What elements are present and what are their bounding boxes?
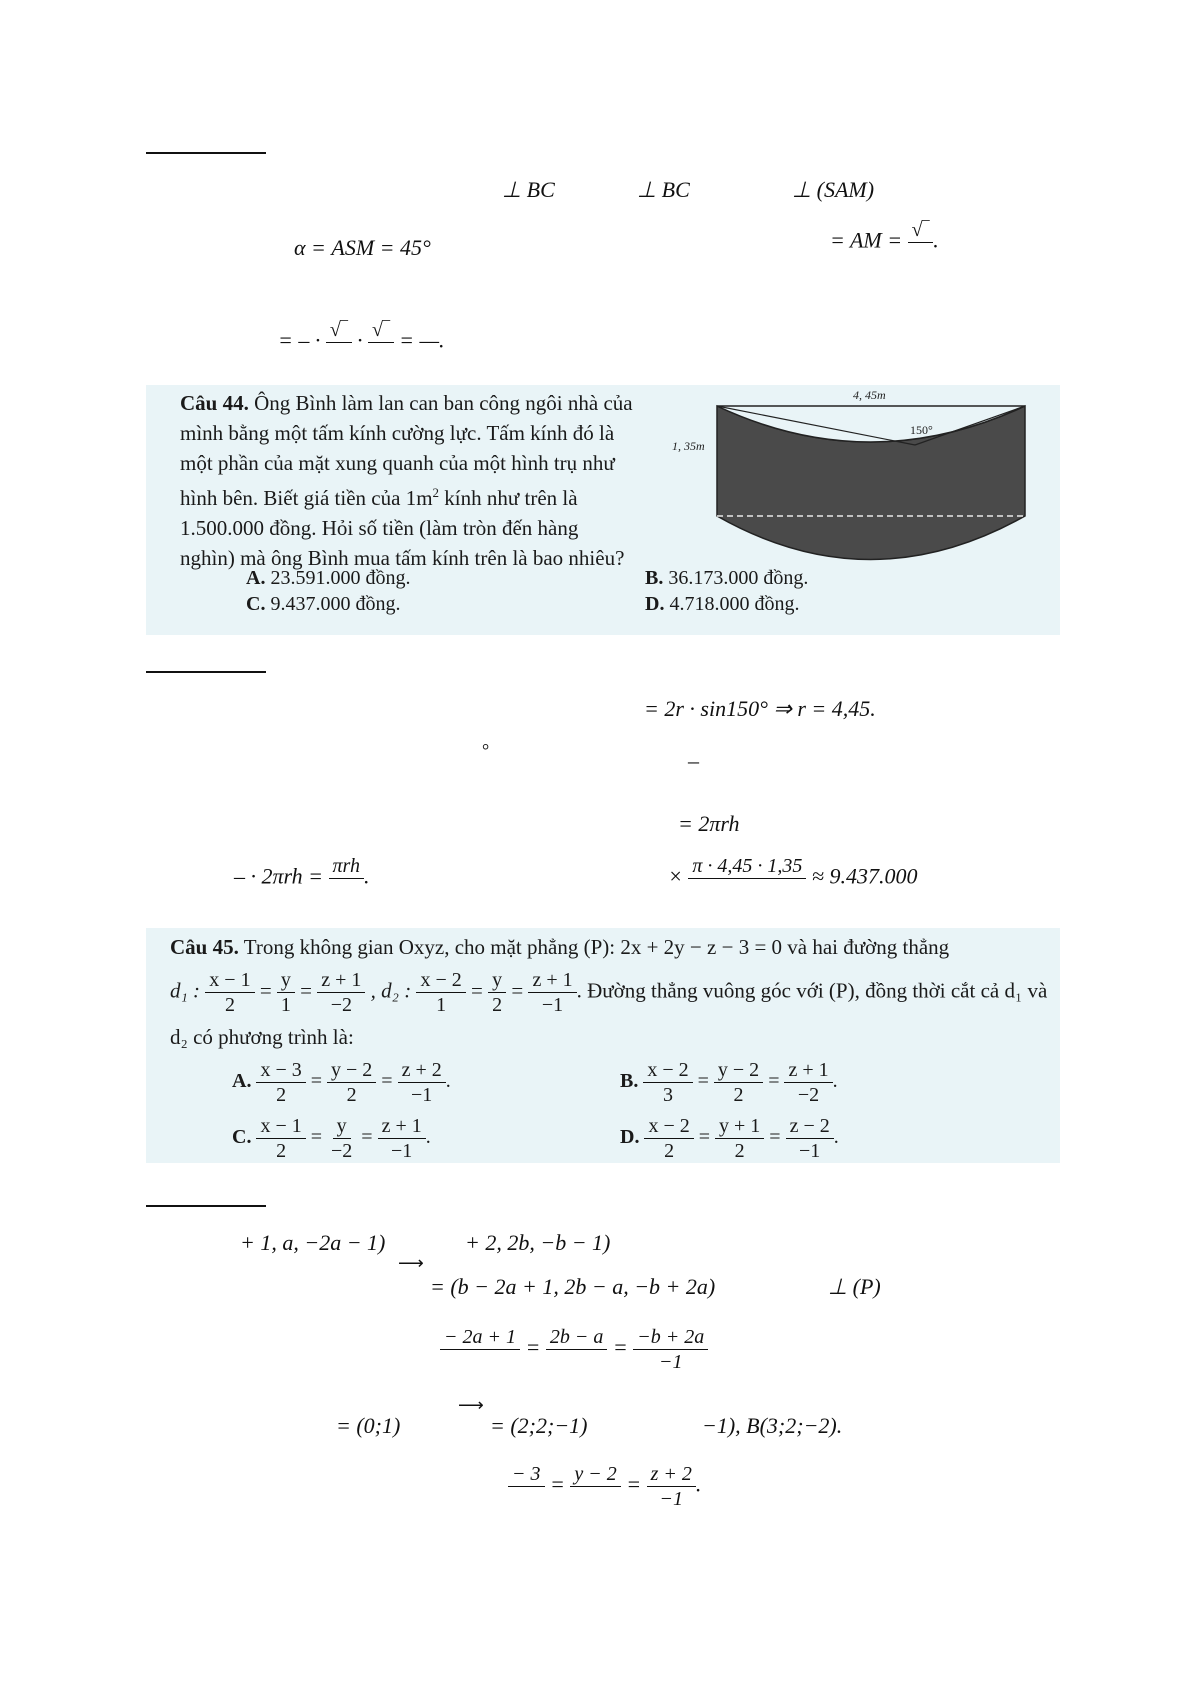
cylinder-glass-figure	[670, 388, 1050, 593]
am-eq: = AM =	[830, 227, 903, 253]
volume-expression: = – · √‾ · √‾ = —.	[278, 318, 445, 367]
d2-num-y: y	[488, 968, 506, 993]
vol-frac-1: √‾	[326, 318, 352, 367]
perp-bc-2: ⊥ BC	[637, 177, 690, 202]
q45-a-frac-y	[327, 1058, 376, 1107]
d2-frac-z	[528, 968, 576, 1017]
d2-den-z: −1	[541, 994, 564, 1016]
q45-d-nx: x − 2	[644, 1114, 693, 1139]
q44-line6: nghìn) mà ông Bình mua tấm kính trên là bao nhiêu?	[180, 546, 625, 570]
q45-d-dy: 2	[734, 1140, 745, 1162]
perp-p: ⊥ (P)	[828, 1274, 881, 1299]
q44-line1: Ông Bình làm lan can ban công ngôi nhà của	[254, 391, 633, 415]
section-rule-3	[146, 1205, 266, 1207]
direction-vector: = (2;2;−1)	[490, 1413, 588, 1438]
dash-mark: –	[688, 748, 699, 773]
d1-num-z: z + 1	[317, 968, 365, 993]
d1-frac-x	[205, 968, 254, 1017]
q45-c-frac-y	[327, 1114, 356, 1163]
q45-b-dz: −2	[797, 1084, 820, 1106]
q44-d-text: 4.718.000 đồng.	[669, 593, 800, 615]
prop-num-2: 2b − a	[546, 1325, 608, 1350]
q45-option-b[interactable]: B. $\frac{x - 2}{3}$ = $\frac{y - 2}{2}$ = $\frac{z + 1}{-2}$ .	[620, 1059, 838, 1106]
solution-ab: = (0;1)	[336, 1413, 401, 1438]
q44-title: Câu 44.	[180, 391, 249, 415]
d2-num-x: x − 2	[416, 968, 465, 993]
area-fraction: – · 2πrh = πrh .	[234, 854, 369, 903]
perp-sam: ⊥ (SAM)	[792, 177, 875, 202]
q45-c-nx: x − 1	[256, 1114, 305, 1139]
d1-num-y: y	[277, 968, 295, 993]
q45-c-frac-x	[256, 1114, 305, 1163]
q45-b-ny: y − 2	[714, 1058, 763, 1083]
q44-a-text: 23.591.000 đồng.	[270, 567, 411, 589]
d2-frac-x	[416, 968, 465, 1017]
d1-den-y: 1	[280, 994, 291, 1016]
d1-num-x: x − 1	[205, 968, 254, 993]
d1-den-z: −2	[330, 994, 352, 1016]
q45-d-nz: z − 2	[786, 1114, 834, 1139]
q45-d-key: D.	[620, 1126, 640, 1149]
q44-b-key: B.	[645, 567, 664, 589]
area-frac	[329, 854, 364, 903]
q45-option-a[interactable]: A. $\frac{x - 3}{2}$ = $\frac{y - 2}{2}$ = $\frac{z + 2}{-1}$ .	[232, 1059, 451, 1106]
final-frac-3	[647, 1462, 696, 1511]
q44-a-key: A.	[246, 567, 266, 589]
am-frac: √‾	[908, 218, 934, 267]
q45-b-nx: x − 2	[643, 1058, 692, 1083]
section-rule-2	[146, 671, 266, 673]
q45-c-dz: −1	[391, 1140, 413, 1162]
q45-b-dy: 2	[733, 1084, 744, 1106]
q45-c-dy: −2	[331, 1140, 353, 1162]
q45-c-dx: 2	[276, 1140, 287, 1162]
q45-line2-tail: . Đường thẳng vuông góc với (P), đồng thời cắt cả d₁ và	[576, 978, 1048, 1003]
q45-a-frac-z	[398, 1058, 446, 1107]
proportion-eq: − 2a + 1 = 2b − a = $\frac{-b + 2a}{-1}$	[440, 1325, 708, 1374]
q45-option-d[interactable]: D. $\frac{x - 2}{2}$ = $\frac{y + 1}{2}$ = $\frac{z - 2}{-1}$ .	[620, 1115, 839, 1162]
vector-ab: = (b − 2a + 1, 2b − a, −b + 2a)	[430, 1274, 716, 1299]
q45-a-nz: z + 2	[398, 1058, 446, 1083]
prop-den-2	[570, 1350, 583, 1374]
point-a-param: + 1, a, −2a − 1)	[240, 1230, 386, 1255]
q45-b-key: B.	[620, 1070, 639, 1093]
area-frac-num: πrh	[329, 854, 364, 879]
q45-a-dz: −1	[411, 1084, 433, 1106]
cost-result: ≈ 9.437.000	[811, 863, 918, 889]
prop-frac-1	[440, 1325, 520, 1374]
final-num-1: − 3	[508, 1462, 545, 1487]
q44-d-key: D.	[645, 593, 665, 615]
q45-d-dz: −1	[799, 1140, 821, 1162]
d1-label: d₁ :	[170, 978, 201, 1003]
q45-a-key: A.	[232, 1070, 252, 1093]
final-line-eq: − 3 = y − 2 = $\frac{z + 2}{-1}$ .	[508, 1462, 701, 1511]
q45-d-ny: y + 1	[715, 1114, 764, 1139]
points-ab: −1), B(3;2;−2).	[702, 1413, 843, 1438]
angle-label: 150°	[910, 423, 933, 437]
vector-arrow-2: ⟶	[458, 1395, 484, 1415]
height-label: 1, 35m	[672, 439, 705, 453]
cost-frac-num: π · 4,45 · 1,35	[688, 854, 806, 879]
vol-frac-2: √‾	[368, 318, 394, 367]
q44-b-text: 36.173.000 đồng.	[668, 567, 809, 589]
cost-frac-den	[741, 879, 754, 903]
d2-frac-y	[488, 968, 506, 1017]
prop-den-1	[474, 1350, 487, 1374]
prop-frac-2	[546, 1325, 608, 1374]
radius-line: = 2r · sin150° ⇒ r = 4,45.	[644, 696, 876, 721]
d1-frac-y	[277, 968, 295, 1017]
degree-mark: °	[482, 740, 490, 760]
q45-c-nz: z + 1	[378, 1114, 426, 1139]
q45-b-nz: z + 1	[784, 1058, 832, 1083]
q44-line4a: hình bên. Biết giá tiền của 1m	[180, 486, 433, 510]
q45-c-frac-z	[378, 1114, 426, 1163]
final-num-2: y − 2	[570, 1462, 620, 1487]
q44-sup: 2	[432, 485, 440, 500]
final-num-3: z + 2	[647, 1462, 696, 1487]
q45-d-frac-y	[715, 1114, 764, 1163]
q45-line1	[170, 932, 949, 962]
perp-bc-1: ⊥ BC	[502, 177, 555, 202]
times-sign: ×	[668, 863, 683, 889]
prop-num-3: −b + 2a	[633, 1325, 708, 1350]
d2-label: , d₂ :	[370, 978, 412, 1003]
final-den-2	[589, 1487, 602, 1511]
prop-num-1: − 2a + 1	[440, 1325, 520, 1350]
q45-b-dx: 3	[662, 1084, 673, 1106]
lateral-area: = 2πrh	[678, 811, 740, 836]
q44-line5: 1.500.000 đồng. Hỏi số tiền (làm tròn đến hàng	[180, 516, 579, 540]
cost-calc	[668, 854, 917, 903]
q44-option-c[interactable]	[246, 593, 400, 616]
final-den-3: −1	[659, 1488, 683, 1510]
q44-option-b[interactable]	[645, 567, 808, 590]
d1-frac-z	[317, 968, 365, 1017]
prop-frac-3	[633, 1325, 708, 1374]
width-label: 4, 45m	[853, 388, 886, 402]
vector-arrow-1: ⟶	[398, 1253, 424, 1273]
question-44-text	[180, 388, 670, 573]
vol-suffix: = —.	[399, 327, 445, 353]
q45-a-ny: y − 2	[327, 1058, 376, 1083]
q44-line4b: kính như trên là	[439, 486, 578, 510]
q44-line2: mình bằng một tấm kính cường lực. Tấm kính đó là	[180, 421, 615, 445]
final-frac-1	[508, 1462, 545, 1511]
section-rule-1	[146, 152, 266, 154]
d1-den-x: 2	[224, 994, 235, 1016]
q45-c-key: C.	[232, 1126, 252, 1149]
q45-a-dy: 2	[346, 1084, 357, 1106]
q44-line3: một phần của mặt xung quanh của một hình trụ như	[180, 451, 615, 475]
q45-c-ny: y	[333, 1114, 351, 1139]
angle-asm: α = ASM = 45°	[294, 235, 431, 260]
q45-line3: d₂ có phương trình là:	[170, 1025, 354, 1049]
q45-a-nx: x − 3	[256, 1058, 305, 1083]
q45-a-frac-x	[256, 1058, 305, 1107]
final-frac-2	[570, 1462, 620, 1511]
q45-option-c[interactable]: C. $\frac{x - 1}{2}$ = $\frac{y}{-2}$ = $\frac{z + 1}{-1}$ .	[232, 1115, 431, 1162]
point-b-param: + 2, 2b, −b − 1)	[465, 1230, 611, 1255]
q45-d-frac-z	[786, 1114, 834, 1163]
q45-d-dx: 2	[664, 1140, 675, 1162]
q45-title: Câu 45.	[170, 935, 239, 959]
d2-den-y: 2	[492, 994, 503, 1016]
q44-c-text: 9.437.000 đồng.	[270, 593, 401, 615]
q45-b-frac-x	[643, 1058, 692, 1107]
final-den-1	[520, 1487, 533, 1511]
q45-d-frac-x	[644, 1114, 693, 1163]
q45-line2: d₁ : $\frac{x - 1}{2}$ = $\frac{y}{1}$ = $\frac{z + 1}{-2}$ , d₂ : $\frac{x - 2}{1}$ = $\frac{y}{2}$ = $\frac{z + 1}{-1}$ . Đường thẳng vuông góc với (P), đồng thời cắt cả d₁ và	[170, 969, 1048, 1016]
q45-a-dx: 2	[276, 1084, 287, 1106]
vol-prefix: = – ·	[278, 327, 326, 353]
q44-option-a[interactable]	[246, 567, 410, 590]
cost-frac	[688, 854, 806, 903]
d2-num-z: z + 1	[528, 968, 576, 993]
q44-c-key: C.	[246, 593, 266, 615]
d2-den-x: 1	[436, 994, 447, 1016]
q45-b-frac-y	[714, 1058, 763, 1107]
area-frac-den	[340, 879, 353, 903]
q45-b-frac-z	[784, 1058, 832, 1107]
prop-den-3: −1	[658, 1351, 683, 1373]
area-prefix: – · 2πrh =	[234, 863, 324, 889]
q45-text1: Trong không gian Oxyz, cho mặt phẳng (P): 2x + 2y − z − 3 = 0 và hai đường thẳng	[243, 935, 950, 959]
q44-option-d[interactable]	[645, 593, 799, 616]
am-expression: = AM = √‾ .	[830, 218, 939, 267]
